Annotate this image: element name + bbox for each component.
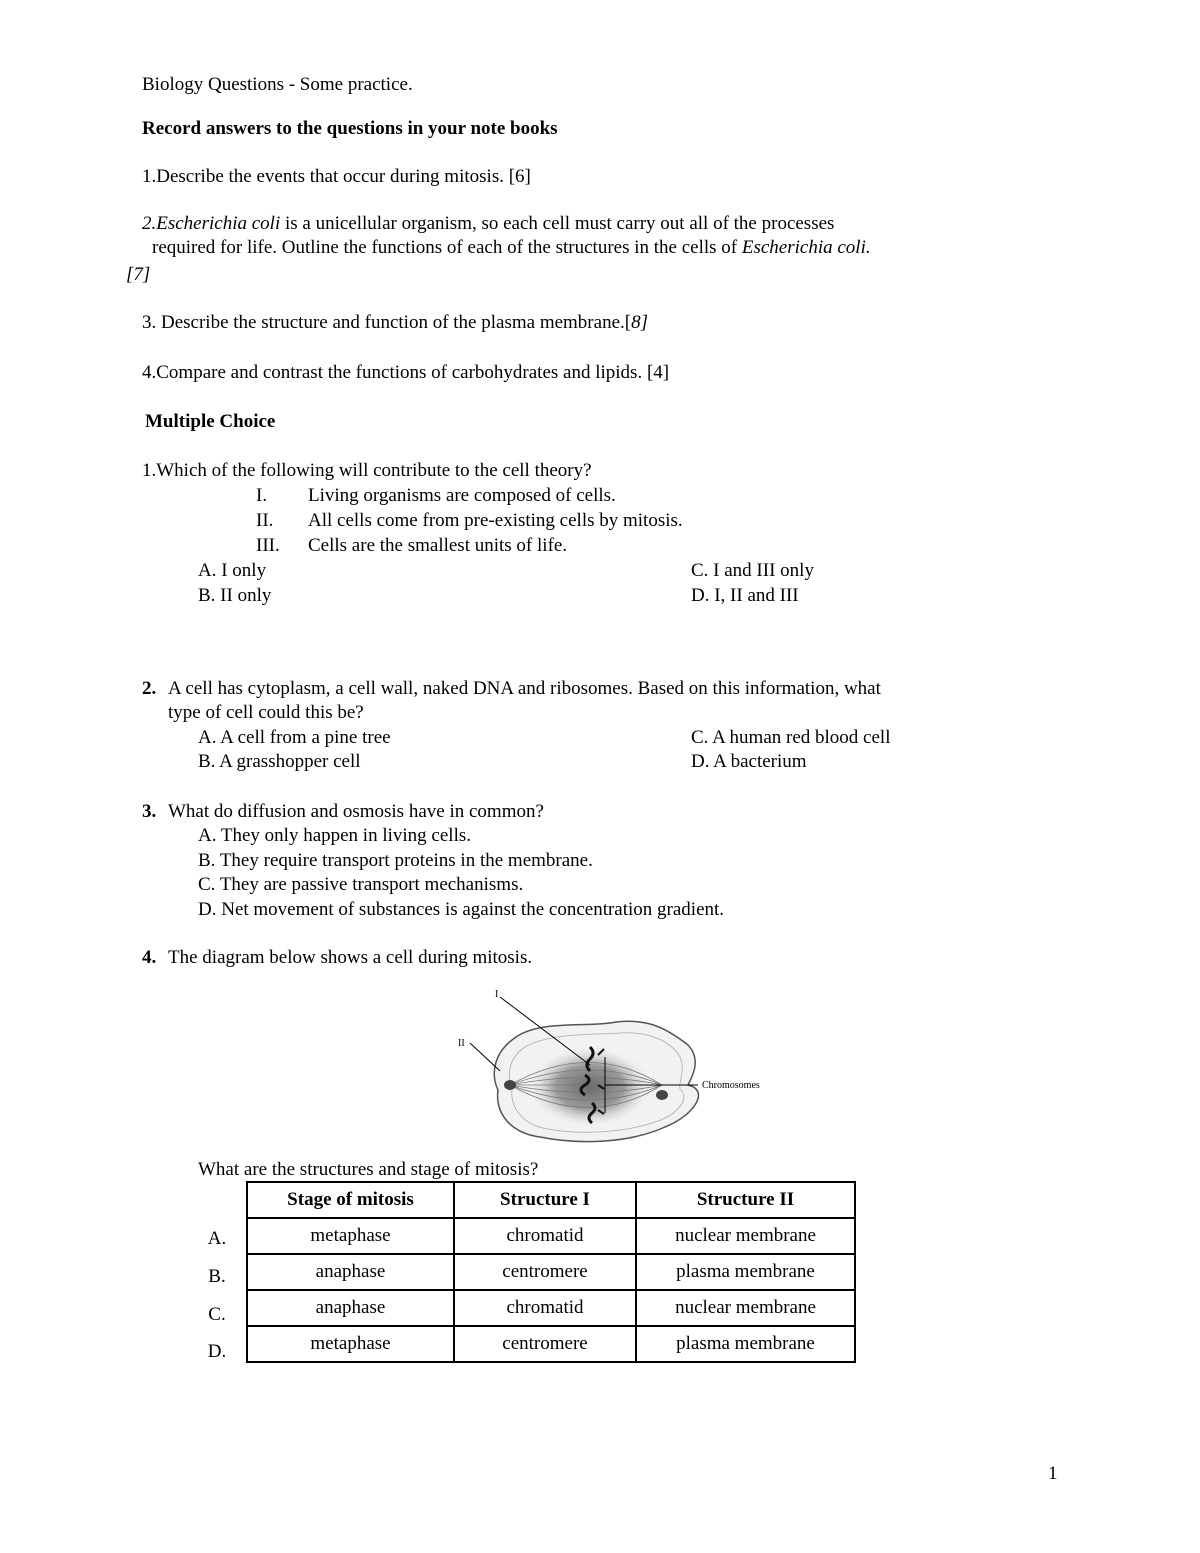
mc1-statement-num: I. — [256, 485, 268, 506]
mc1-option-b: B. II only — [198, 585, 272, 606]
mc4-stem: The diagram below shows a cell during mitosis. — [168, 947, 533, 968]
table-cell: centromere — [454, 1254, 636, 1290]
mc2-option-a: A. A cell from a pine tree — [198, 727, 391, 748]
instruction: Record answers to the questions in your note books — [142, 118, 558, 139]
mc1-statement-num: III. — [256, 535, 280, 556]
table-row — [247, 1326, 855, 1362]
row-label: A. — [207, 1228, 227, 1249]
page-number: 1 — [1048, 1463, 1058, 1484]
answer-table — [246, 1181, 856, 1363]
mc2-stem-1: A cell has cytoplasm, a cell wall, naked DNA and ribosomes. Based on this information, what — [168, 678, 881, 699]
question-4: 4.Compare and contrast the functions of carbohydrates and lipids. [4] — [142, 362, 670, 383]
centriole-right — [656, 1090, 668, 1100]
mc3-option-a: A. They only happen in living cells. — [198, 825, 471, 846]
table-header: Structure II — [636, 1182, 855, 1218]
table-cell: chromatid — [454, 1218, 636, 1254]
row-label: D. — [207, 1341, 227, 1362]
question-2-line-1 — [142, 212, 834, 236]
table-cell: plasma membrane — [636, 1254, 855, 1290]
mc4-question: What are the structures and stage of mitosis? — [198, 1159, 539, 1180]
centriole-left — [504, 1080, 516, 1090]
mc1-option-c: C. I and III only — [691, 560, 814, 581]
table-row — [247, 1290, 855, 1326]
mc3-option-c: C. They are passive transport mechanisms. — [198, 874, 524, 895]
mc1-option-d: D. I, II and III — [691, 585, 799, 606]
label-structure-ii: II — [458, 1038, 465, 1049]
mc1-statement: All cells come from pre-existing cells by mitosis. — [308, 510, 683, 531]
page-title: Biology Questions - Some practice. — [142, 74, 413, 95]
table-cell: metaphase — [247, 1218, 454, 1254]
table-cell: anaphase — [247, 1290, 454, 1326]
label-chromosomes: Chromosomes — [702, 1080, 760, 1091]
mc2-option-d: D. A bacterium — [691, 751, 807, 772]
table-header: Stage of mitosis — [247, 1182, 454, 1218]
mc2-number: 2. — [142, 678, 157, 699]
mc1-statement: Living organisms are composed of cells. — [308, 485, 616, 506]
question-2-line-2 — [152, 236, 871, 260]
table-header-row — [247, 1182, 855, 1218]
table-cell: nuclear membrane — [636, 1290, 855, 1326]
table-cell: metaphase — [247, 1326, 454, 1362]
row-label: C. — [208, 1304, 226, 1325]
row-label: B. — [208, 1266, 226, 1287]
question-2-number: 2. — [142, 213, 157, 234]
mc-heading: Multiple Choice — [145, 411, 276, 432]
mc3-option-d: D. Net movement of substances is against the concentration gradient. — [198, 899, 725, 920]
question-3-text: 3. Describe the structure and function of the plasma membrane.[ — [142, 312, 632, 333]
mc1-statement-num: II. — [256, 510, 274, 531]
mc3-option-b: B. They require transport proteins in the membrane. — [198, 850, 593, 871]
table-cell: nuclear membrane — [636, 1218, 855, 1254]
question-2-marks: [7] — [126, 264, 151, 285]
table-row — [247, 1218, 855, 1254]
mc1-option-a: A. I only — [198, 560, 267, 581]
mc4-number: 4. — [142, 947, 157, 968]
question-2-species-2: Escherichia coli. — [741, 237, 871, 258]
mc2-option-c: C. A human red blood cell — [691, 727, 891, 748]
mc1-stem: 1.Which of the following will contribute to the cell theory? — [142, 460, 592, 481]
table-cell: chromatid — [454, 1290, 636, 1326]
mitosis-diagram — [440, 985, 800, 1160]
mc1-statement: Cells are the smallest units of life. — [308, 535, 568, 556]
table-cell: plasma membrane — [636, 1326, 855, 1362]
label-structure-i: I — [495, 989, 499, 1000]
mc2-stem-2: type of cell could this be? — [168, 702, 364, 723]
table-row — [247, 1254, 855, 1290]
mc2-option-b: B. A grasshopper cell — [198, 751, 361, 772]
question-3 — [142, 311, 648, 335]
mc3-stem: What do diffusion and osmosis have in common? — [168, 801, 544, 822]
table-cell: centromere — [454, 1326, 636, 1362]
table-header: Structure I — [454, 1182, 636, 1218]
question-2-text: is a unicellular organism, so each cell must carry out all of the processes — [280, 213, 835, 234]
question-2-text-2: required for life. Outline the functions of each of the structures in the cells of — [152, 237, 742, 258]
question-2-species: Escherichia coli — [156, 213, 281, 234]
table-cell: anaphase — [247, 1254, 454, 1290]
mc3-number: 3. — [142, 801, 157, 822]
question-1: 1.Describe the events that occur during mitosis. [6] — [142, 166, 531, 187]
question-3-marks: 8] — [631, 312, 648, 333]
